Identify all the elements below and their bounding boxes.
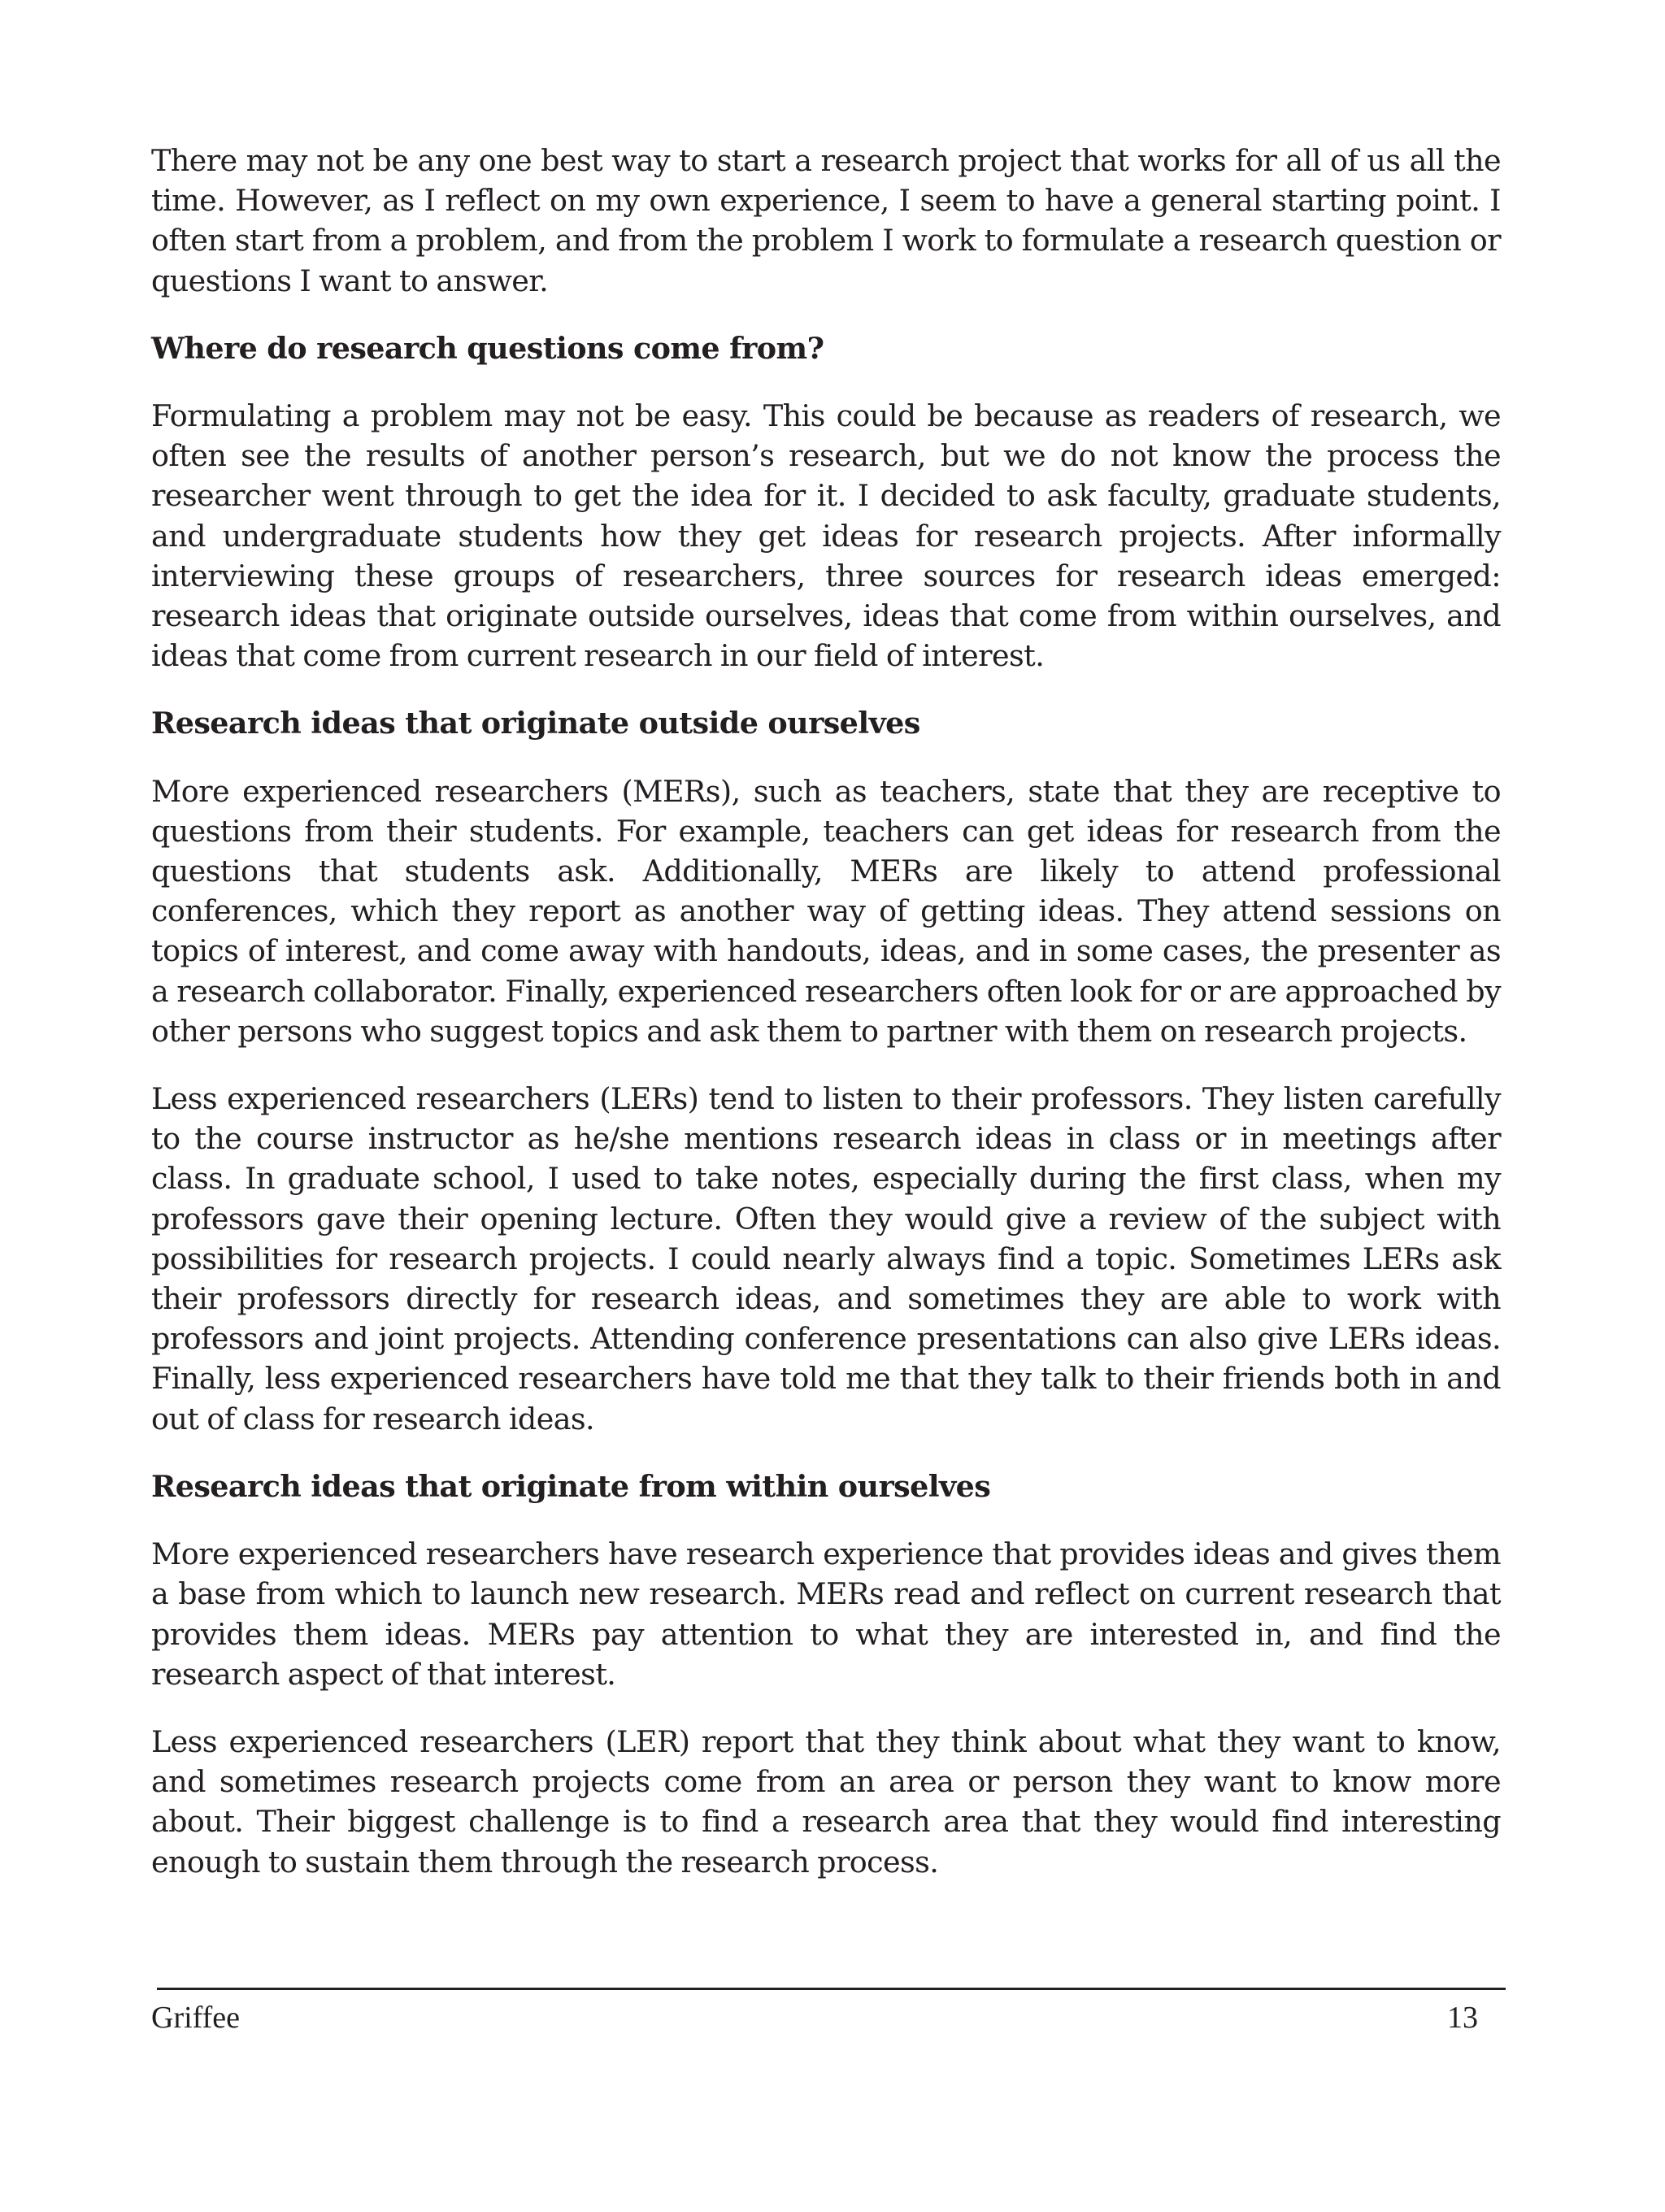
paragraph: More experienced researchers (MERs), such as teachers, state that they are receptive to questions from their students. For example, teachers can get ideas for research from the questions that students ask. Additionally, MERs are likely to attend professional conferences, which they report as another way of getting ideas. They attend sessions on topics of interest, and come away with handouts, ideas, and in some cases, the presenter as a research collaborator. Finally, experienced researchers often look for or are approached by other persons who suggest topics and ask them to partner with them on research projects. [151,773,1501,1049]
paragraph: Formulating a problem may not be easy. This could be because as readers of research, we often see the results of another person’s research, but we do not know the process the researcher went through to get the idea for it. I decided to ask faculty, graduate students, and undergraduate students how they get ideas for research projects. After informally interviewing these groups of researchers, three sources for research ideas emerged: research ideas that originate outside ourselves, ideas that come from within ourselves, and ideas that come from current research in our field of interest. [151,398,1501,674]
footer-author: Griffee [151,2001,241,2035]
section-heading: Where do research questions come from? [151,330,824,366]
paragraph: Less experienced researchers (LERs) tend to listen to their professors. They listen carefully to the course instructor as he/she mentions research ideas in class or in meetings after class. In graduate school, I used to take notes, especially during the first class, when my professors gave their opening lecture. Often they would give a review of the subject with possibilities for research projects. I could nearly always find a topic. Sometimes LERs ask their professors directly for research ideas, and sometimes they are able to work with professors and joint projects. Attending conference presentations can also give LERs ideas. Finally, less experienced researchers have told me that they talk to their friends both in and out of class for research ideas. [151,1081,1501,1436]
footer-divider [157,1988,1506,1990]
section-heading: Research ideas that originate outside ourselves [151,706,920,741]
paragraph: More experienced researchers have research experience that provides ideas and gives them a base from which to launch new research. MERs read and reflect on current research that provides them ideas. MERs pay attention to what they are interested in, and find the research aspect of that interest. [151,1536,1501,1692]
paragraph: Less experienced researchers (LER) report that they think about what they want to know, and sometimes research projects come from an area or person they want to know more about. Their biggest challenge is to find a research area that they would find interesting enough to sustain them through the research process. [151,1723,1501,1880]
page-number: 13 [1447,2001,1478,2035]
intro-paragraph: There may not be any one best way to start a research project that works for all of us all the time. However, as I reflect on my own experience, I seem to have a general starting point. I often start from a problem, and from the problem I work to formulate a research question or questions I want to answer. [151,143,1501,298]
page-body [151,141,1501,1910]
section-heading: Research ideas that originate from within ourselves [151,1468,991,1504]
